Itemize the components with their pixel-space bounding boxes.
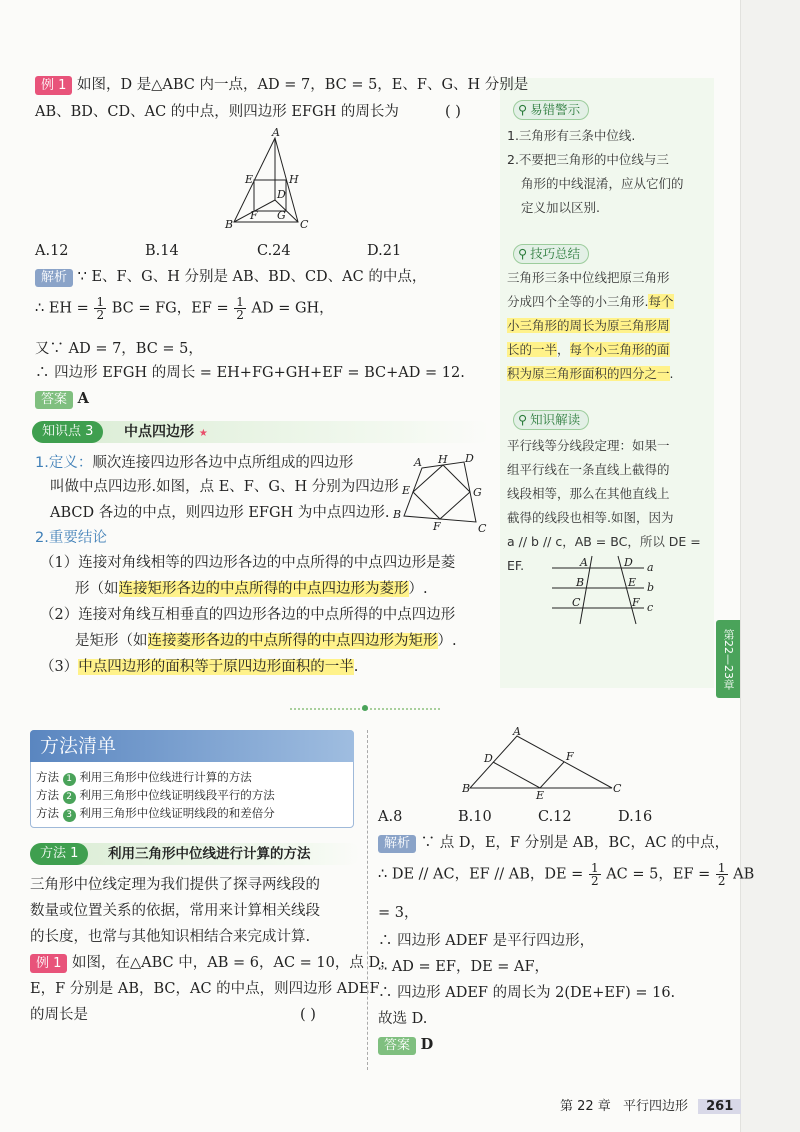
- option-d: D.21: [367, 243, 402, 259]
- magnifier-icon: ⚲: [518, 102, 528, 117]
- analysis-line-1: 解析 ∵ E、F、G、H 分别是 AB、BD、CD、AC 的中点，: [35, 266, 426, 288]
- method-item-2: 方法 2 利用三角形中位线证明线段平行的方法: [36, 788, 275, 802]
- option-b: B.14: [145, 243, 179, 259]
- footer-title: 平行四边形: [622, 1099, 688, 1114]
- solution-line-4: ∴ 四边形 ADEF 是平行四边形，: [378, 933, 595, 949]
- chapter-tab[interactable]: 第22—23章: [716, 620, 740, 698]
- example-tag: 例 1: [30, 954, 67, 973]
- svg-text:F: F: [632, 596, 640, 609]
- fig1-label-h: H: [289, 173, 299, 186]
- svg-text:H: H: [438, 454, 448, 466]
- warning-heading: ⚲ 易错警示: [513, 100, 589, 120]
- solution-line-7: 故选 D.: [378, 1011, 428, 1027]
- fig1-label-d: D: [277, 188, 286, 201]
- answer-line-2: 答案 D: [378, 1034, 433, 1056]
- analysis-line-4: ∴ 四边形 EFGH 的周长 = EH+FG+GH+EF = BC+AD = 12.: [35, 365, 465, 381]
- figure-triangle-adef: [462, 726, 622, 800]
- conclusions-heading: 2.重要结论: [35, 530, 107, 546]
- star-icon: ★: [198, 428, 208, 439]
- svg-text:D: D: [465, 454, 474, 465]
- definition-line-1: 1.定义：顺次连接四边形各边中点所组成的四边形: [35, 455, 354, 471]
- svg-text:C: C: [613, 782, 622, 795]
- figure-quadrilateral: [392, 454, 492, 536]
- column-divider: [367, 730, 368, 1070]
- analysis-line-3: 又∵ AD = 7，BC = 5，: [35, 341, 203, 357]
- knowledge-3-badge: 知识点 3: [32, 421, 103, 443]
- svg-text:F: F: [433, 520, 441, 533]
- svg-text:A: A: [580, 556, 588, 569]
- analysis-line-2: ∴ EH = $\frac{1}{2}$ BC = FG，EF = $\frac{1}{2}$ AD = GH，: [35, 295, 334, 322]
- svg-text:E: E: [628, 576, 637, 589]
- answer-tag: 答案: [35, 391, 73, 409]
- method-item-3: 方法 3 利用三角形中位线证明线段的和差倍分: [36, 806, 275, 820]
- conclusion-1-line-1: （1）连接对角线相等的四边形各边的中点所得的中点四边形是菱: [40, 555, 456, 571]
- fig1-label-c: C: [300, 218, 309, 230]
- example-2-options: A.8 B.10 C.12 D.16: [378, 809, 653, 825]
- method-1-example-line-1: 例 1 如图，在△ABC 中，AB = 6，AC = 10，点 D，: [30, 952, 395, 974]
- svg-text:a: a: [647, 561, 654, 574]
- conclusion-2-line-1: （2）连接对角线互相垂直的四边形各边的中点所得的中点四边形: [40, 607, 456, 623]
- answer-value: A: [77, 390, 89, 407]
- method-1-badge: 方法 1: [30, 843, 88, 865]
- svg-text:C: C: [572, 596, 581, 609]
- fig1-label-g: G: [277, 209, 286, 222]
- solution-line-5: ∴ AD = EF，DE = AF，: [378, 959, 550, 975]
- footer: [560, 1097, 741, 1117]
- svg-text:C: C: [478, 522, 487, 535]
- solution-line-3: = 3，: [378, 905, 419, 921]
- method-item-1: 方法 1 利用三角形中位线进行计算的方法: [36, 770, 252, 784]
- svg-text:B: B: [576, 576, 585, 589]
- conclusion-2-line-2: 是矩形（如连接菱形各边的中点所得的中点四边形为矩形）.: [75, 633, 457, 649]
- svg-text:E: E: [536, 789, 545, 800]
- methods-title: 方法清单: [40, 735, 117, 757]
- answer-line: [35, 388, 89, 410]
- definition-line-2: 叫做中点四边形.如图，点 E、F、G、H 分别为四边形: [50, 479, 399, 495]
- svg-text:D: D: [624, 556, 633, 569]
- page-number: 261: [698, 1099, 741, 1114]
- svg-text:c: c: [647, 601, 654, 614]
- method-1-example-line-3: 的周长是 ( ): [30, 1007, 316, 1023]
- solution-line-1: 解析 ∵ 点 D，E，F 分别是 AB，BC，AC 的中点，: [378, 832, 729, 854]
- solution-line-2: ∴ DE // AC，EF // AB，DE = $\frac{1}{2}$ AC = 5，EF = $\frac{1}{2}$ AB: [378, 861, 755, 888]
- example-tag: 例 1: [35, 76, 72, 95]
- solution-line-6: ∴ 四边形 ADEF 的周长为 2(DE+EF) = 16.: [378, 985, 676, 1001]
- method-1-title: 利用三角形中位线进行计算的方法: [108, 846, 311, 862]
- fig1-label-e: E: [245, 173, 254, 186]
- svg-text:A: A: [513, 726, 521, 738]
- example-1-line-2: AB、BD、CD、AC 的中点，则四边形 EFGH 的周长为 ( ): [35, 104, 461, 120]
- svg-text:b: b: [647, 581, 655, 594]
- figure-triangle-abc: [220, 126, 310, 230]
- svg-text:G: G: [473, 486, 482, 499]
- svg-text:D: D: [484, 752, 493, 765]
- magnifier-icon: ⚲: [518, 412, 528, 427]
- method-1-para-1: 三角形中位线定理为我们提供了探寻两线段的: [30, 877, 320, 893]
- footer-chapter: 第 22 章: [560, 1099, 611, 1114]
- conclusion-3: （3）中点四边形的面积等于原四边形面积的一半.: [40, 659, 359, 675]
- method-1-example-line-2: E，F 分别是 AB，BC，AC 的中点，则四边形 ADEF: [30, 981, 380, 997]
- analysis-tag: 解析: [35, 269, 73, 287]
- skill-heading: ⚲ 技巧总结: [513, 244, 589, 264]
- fig1-label-b: B: [225, 218, 234, 230]
- method-1-para-3: 的长度，也常与其他知识相结合来完成计算.: [30, 929, 311, 945]
- magnifier-icon: ⚲: [518, 246, 528, 261]
- svg-text:A: A: [414, 456, 422, 469]
- knowledge-heading: ⚲ 知识解读: [513, 410, 589, 430]
- conclusion-1-line-2: 形（如连接矩形各边的中点所得的中点四边形为菱形）.: [75, 581, 428, 597]
- fig1-label-f: F: [250, 209, 258, 222]
- knowledge-3-title: 中点四边形 ★: [124, 424, 208, 440]
- svg-text:B: B: [393, 508, 402, 521]
- figure-parallel-lines: [548, 554, 658, 628]
- method-1-para-2: 数量或位置关系的依据，常用来计算相关线段: [30, 903, 320, 919]
- example-1-options: [35, 240, 402, 262]
- warning-body: 1.三角形有三条中位线. 2.不要把三角形的中位线与三 角形的中线混淆，应从它们的 定义加以区别.: [507, 128, 684, 215]
- divider-dot: [362, 705, 368, 711]
- fig1-label-a: A: [272, 126, 280, 139]
- knowledge-body: 平行线等分线段定理：如果一 组平行线在一条直线上截得的 线段相等，那么在其他直线上 截得的线段也相等.如图，因为 a // b // c，AB = BC，所以 DE = EF.: [507, 438, 701, 573]
- fraction-half: $\frac{1}{2}$: [236, 295, 244, 322]
- svg-text:E: E: [402, 484, 411, 497]
- svg-text:B: B: [462, 782, 471, 795]
- definition-line-3: ABCD 各边的中点，则四边形 EFGH 为中点四边形.: [50, 505, 390, 521]
- svg-text:F: F: [566, 750, 574, 763]
- example-1-line-1: 例 1 如图，D 是△ABC 内一点，AD = 7，BC = 5，E、F、G、H 分别是: [35, 74, 528, 96]
- option-c: C.24: [257, 243, 291, 259]
- methods-list: [36, 768, 275, 822]
- fraction-half: $\frac{1}{2}$: [96, 295, 105, 322]
- page-edge: [740, 0, 800, 1132]
- option-a: A.12: [35, 243, 69, 259]
- skill-body: 三角形三条中位线把原三角形 分成四个全等的小三角形.每个 小三角形的周长为原三角形周 长的一半，每个小三角形的面 积为原三角形面积的四分之一.: [507, 270, 674, 381]
